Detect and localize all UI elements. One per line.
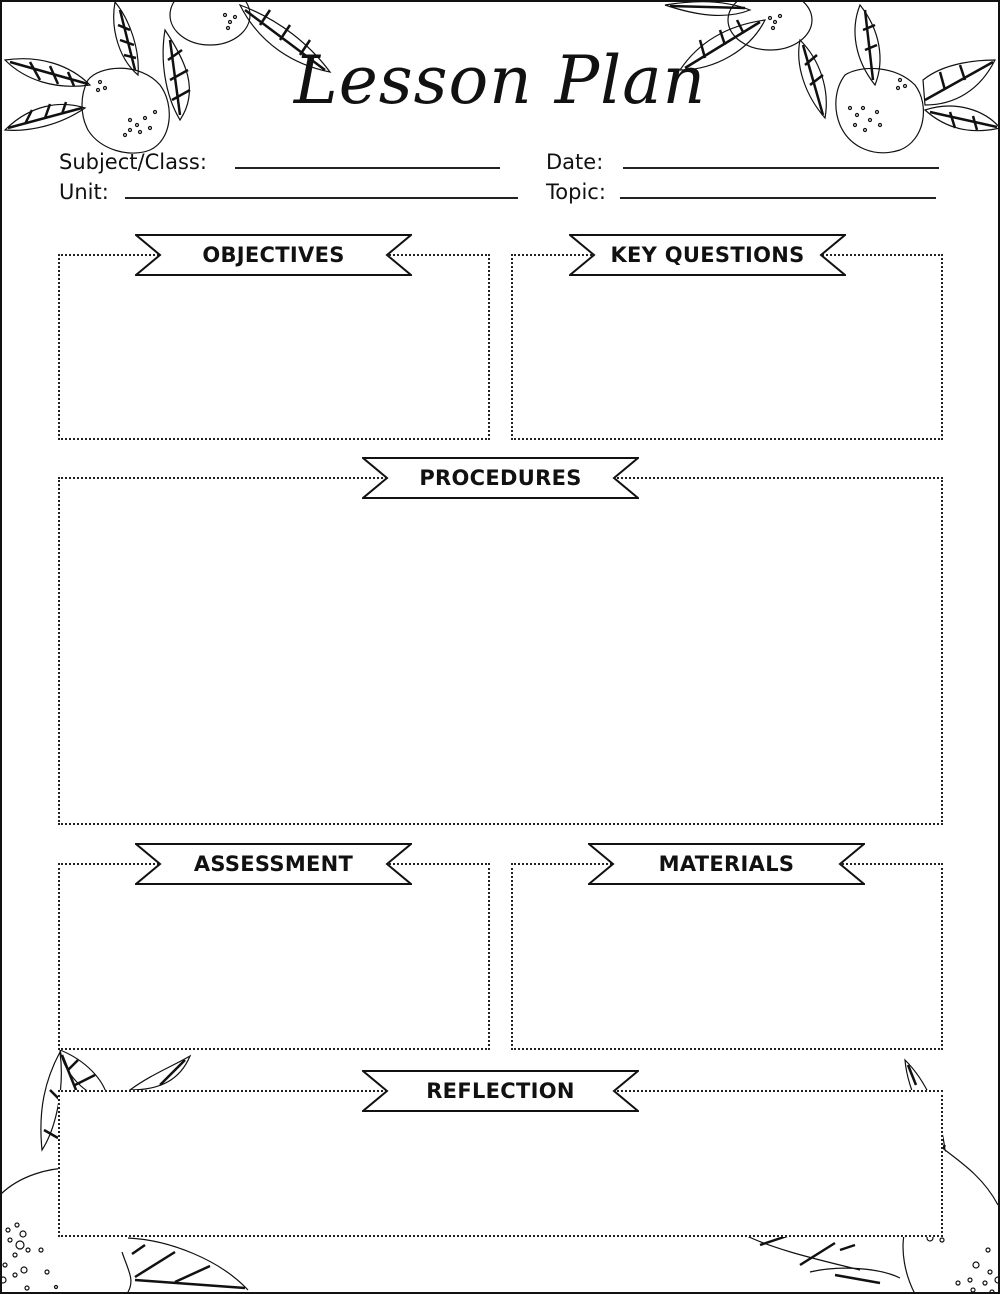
procedures-heading: PROCEDURES	[419, 466, 582, 490]
key-questions-box[interactable]	[511, 254, 943, 440]
objectives-heading: OBJECTIVES	[202, 243, 345, 267]
materials-banner	[588, 843, 865, 885]
key-questions-heading: KEY QUESTIONS	[610, 243, 805, 267]
key-questions-banner	[569, 234, 846, 276]
objectives-banner	[135, 234, 412, 276]
unit-label: Unit:	[59, 180, 109, 204]
assessment-box[interactable]	[58, 863, 490, 1050]
unit-field[interactable]	[59, 180, 518, 204]
topic-line[interactable]	[620, 197, 936, 199]
subject-class-label: Subject/Class:	[59, 150, 207, 174]
unit-line[interactable]	[125, 197, 518, 199]
reflection-heading: REFLECTION	[426, 1079, 575, 1103]
assessment-banner	[135, 843, 412, 885]
topic-label: Topic:	[546, 180, 606, 204]
procedures-box[interactable]	[58, 477, 943, 825]
date-field[interactable]	[546, 150, 939, 174]
date-label: Date:	[546, 150, 604, 174]
date-line[interactable]	[623, 167, 939, 169]
topic-field[interactable]	[546, 180, 936, 204]
reflection-box[interactable]	[58, 1090, 943, 1237]
materials-heading: MATERIALS	[658, 852, 795, 876]
page-title: Lesson Plan	[293, 42, 707, 119]
assessment-heading: ASSESSMENT	[193, 852, 354, 876]
subject-class-line[interactable]	[235, 167, 500, 169]
procedures-banner	[362, 457, 639, 499]
materials-box[interactable]	[511, 863, 943, 1050]
reflection-banner	[362, 1070, 639, 1112]
objectives-box[interactable]	[58, 254, 490, 440]
subject-class-field[interactable]	[59, 150, 500, 174]
